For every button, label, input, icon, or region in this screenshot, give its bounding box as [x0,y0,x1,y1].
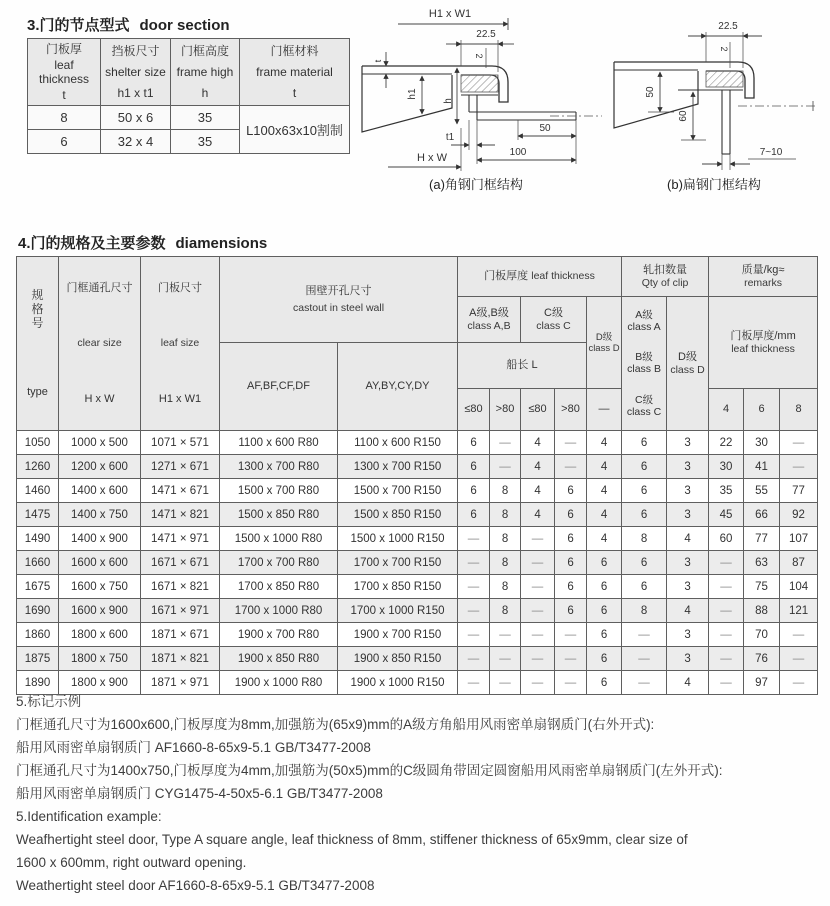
hdr-zh: 围壁开孔尺寸 [305,284,372,297]
hdr-en: castout in steel wall [292,301,385,314]
cell: — [458,647,490,671]
cell: 1700 x 700 R150 [338,551,458,575]
hdr-sym: H x W [84,392,115,405]
col-mass-thickness [709,297,818,389]
cell: 1460 [17,479,59,503]
hdr-en: leaf thickness [731,342,795,355]
cell: — [622,671,667,695]
col-thick-6: 6 [744,389,780,431]
dim-60-label: 60 [678,110,689,122]
note-line: 船用风雨密单扇钢质门 AF1660-8-65x9-5.1 GB/T3477-2008 [16,740,371,755]
cell: 104 [780,575,818,599]
cell: 1050 [17,431,59,455]
cell: 4 [587,431,622,455]
hdr-en: class D [670,363,705,376]
cell: 6 [622,575,667,599]
cell: — [521,599,555,623]
cell: 8 [490,479,521,503]
cell: 1800 x 900 [59,671,141,695]
door-section-header-row [28,39,350,106]
cell: 1700 x 700 R80 [220,551,338,575]
dim-hxw-label: H x W [417,152,447,164]
cell: 8 [490,599,521,623]
cell: 32 x 4 [101,130,171,154]
cell: 1871 × 971 [141,671,220,695]
cell: — [780,647,818,671]
cell: 1900 x 700 R80 [220,623,338,647]
cell: — [521,623,555,647]
cell: — [780,455,818,479]
clip-a: A级 class A [627,308,661,333]
cell: 8 [622,599,667,623]
cell: 8 [28,106,101,130]
cell: 6 [587,647,622,671]
col-type [17,257,59,431]
cell: 4 [521,431,555,455]
cell: 6 [622,479,667,503]
dim-h-label: h [443,98,454,104]
cell: 3 [667,479,709,503]
cell: 6 [587,599,622,623]
cell: 1700 x 850 R150 [338,575,458,599]
col-clip-qty-group [622,257,709,297]
hdr-sym: h1 x t1 [117,85,154,100]
cell: 6 [555,479,587,503]
cell: 6 [555,503,587,527]
cell: 1471 × 821 [141,503,220,527]
spec-row [17,647,818,671]
col-ship-length: 船长 L [458,343,587,389]
door-section-table [27,38,350,154]
cell: — [521,671,555,695]
cell: 6 [458,503,490,527]
hdr-zh: 门框材料 [270,44,319,59]
col-le80-c: ≤80 [521,389,555,431]
hdr-en: leaf thickness [531,270,595,282]
cell: — [780,671,818,695]
cell: 35 [171,106,240,130]
col-clear-size [59,257,141,431]
cell: 1500 x 700 R80 [220,479,338,503]
cell: 1671 × 971 [141,599,220,623]
col-thick-8: 8 [780,389,818,431]
cell: 4 [521,479,555,503]
cell: 1871 × 671 [141,623,220,647]
note-line: 1600 x 600mm, right outward opening. [16,855,247,870]
cell: — [555,431,587,455]
col-thick-4: 4 [709,389,744,431]
cell: — [709,671,744,695]
cell: — [490,647,521,671]
cell: 1500 x 1000 R150 [338,527,458,551]
cell: 1900 x 850 R80 [220,647,338,671]
hdr-en: class D [588,342,620,354]
cell: 1490 [17,527,59,551]
hdr-sym: h [201,85,209,100]
col-le80-ab: ≤80 [458,389,490,431]
hdr-sym: H1 x W1 [158,392,202,405]
cell: 1675 [17,575,59,599]
cell: 1671 × 821 [141,575,220,599]
cell: — [709,599,744,623]
cell: 35 [709,479,744,503]
cell: 1071 × 571 [141,431,220,455]
cell: 88 [744,599,780,623]
section4-title [18,232,267,253]
col-frame-high [171,39,240,106]
cell: 4 [667,671,709,695]
section3-title-en: door section [139,17,230,34]
cell: 3 [667,455,709,479]
diagram-b-caption: (b)扁钢门框结构 [667,177,761,192]
dim-t1-label: t1 [445,132,455,143]
cell: — [490,671,521,695]
dim-h1-label: h1 [407,88,418,100]
hdr-zh: D级 [595,331,613,343]
cell: 4 [521,455,555,479]
door-spec-table [16,256,818,695]
col-mass-group [709,257,818,297]
cell: — [780,431,818,455]
hdr-en: class A,B [467,319,511,332]
cell: 60 [709,527,744,551]
cell: 1271 × 671 [141,455,220,479]
dim-t-label: t [373,59,383,63]
spec-row [17,599,818,623]
cell: 121 [780,599,818,623]
hdr-zh: 质量/kg≈ [741,263,785,276]
spec-row [17,551,818,575]
hdr-sym: t [62,88,66,102]
cell: 50 x 6 [101,106,171,130]
cell: 1100 x 600 R80 [220,431,338,455]
cell: 6 [458,455,490,479]
cell: 6 [555,527,587,551]
cell: 1860 [17,623,59,647]
hdr-zh: 门框通孔尺寸 [66,282,133,295]
spec-row [17,503,818,527]
hdr-zh: A级,B级 [469,306,509,319]
spec-row [17,575,818,599]
cell: 1871 × 821 [141,647,220,671]
col-frame-material [240,39,350,106]
hdr-zh: 门板尺寸 [158,282,202,295]
note-line: 船用风雨密单扇钢质门 CYG1475-4-50x5-6.1 GB/T3477-2008 [16,786,383,801]
cell: 1890 [17,671,59,695]
angle-steel-frame-diagram [350,4,602,172]
cell: 1690 [17,599,59,623]
cell: 45 [709,503,744,527]
cell: — [521,647,555,671]
col-leaf-thickness-group [458,257,622,297]
col-class-d [587,297,622,389]
cell: — [490,623,521,647]
hdr-en: remarks [744,276,782,289]
cell: 1475 [17,503,59,527]
cell: 6 [622,551,667,575]
cell: 4 [587,503,622,527]
cell: — [622,623,667,647]
hdr-sym: t [292,85,297,100]
dim-225-label: 22.5 [718,21,738,32]
cell: 1600 x 900 [59,599,141,623]
cell: — [555,455,587,479]
frame-material-cell: L100x63x10割制 [240,106,350,154]
cell: 77 [744,527,780,551]
cell: 3 [667,503,709,527]
cell: 1600 x 750 [59,575,141,599]
col-class-c [521,297,587,343]
hdr-zh: C级 [544,306,563,319]
section3-title-zh: 3.门的节点型式 [27,17,130,34]
cell: 4 [667,527,709,551]
cell: 1900 x 1000 R80 [220,671,338,695]
cell: 1700 x 1000 R150 [338,599,458,623]
cell: — [521,551,555,575]
clip-c: C级 class C [626,394,662,419]
section4-title-zh: 4.门的规格及主要参数 [18,235,166,252]
col-leaf-size [141,257,220,431]
cell: 77 [780,479,818,503]
cell: 1300 x 700 R80 [220,455,338,479]
cell: 4 [521,503,555,527]
dim-710-label: 7~10 [759,147,783,158]
cell: — [521,575,555,599]
cell: — [709,623,744,647]
cell: — [458,527,490,551]
door-section-row [28,106,350,130]
cell: 6 [587,671,622,695]
note-line: 门框通孔尺寸为1600x600,门板厚度为8mm,加强筋为(65x9)mm的A级方角船用风雨密单扇钢质门(右外开式): [16,717,655,732]
cell: 22 [709,431,744,455]
cell: 8 [490,551,521,575]
cell: 1660 [17,551,59,575]
cell: 1600 x 600 [59,551,141,575]
cell: 1260 [17,455,59,479]
spec-row [17,623,818,647]
cell: 8 [490,503,521,527]
cell: 87 [780,551,818,575]
clip-b: B级 class B [627,351,661,376]
header-row-1 [17,257,818,297]
cell: — [458,599,490,623]
note-line: 5.标记示例 [16,694,82,709]
cell: 1100 x 600 R150 [338,431,458,455]
col-clip-d [667,297,709,431]
dim-h1w1-label: H1 x W1 [428,8,472,20]
cell: 55 [744,479,780,503]
col-gt80-c: >80 [555,389,587,431]
cell: — [709,575,744,599]
cell: 1900 x 1000 R150 [338,671,458,695]
cell: 6 [587,551,622,575]
col-clip-abc [622,297,667,431]
cell: — [709,647,744,671]
cell: 35 [171,130,240,154]
dim-2-label: 2 [474,53,484,59]
cell: 1400 x 600 [59,479,141,503]
cell: 1500 x 850 R80 [220,503,338,527]
col-castout-y: AY,BY,CY,DY [338,343,458,431]
cell: 1700 x 850 R80 [220,575,338,599]
cell: — [555,671,587,695]
cell: — [458,575,490,599]
cell: — [490,455,521,479]
hdr-zh: 轧扣数量 [643,263,688,276]
hdr-en: leaf size [160,337,200,350]
cell: — [521,527,555,551]
cell: 6 [458,431,490,455]
cell: 1400 x 900 [59,527,141,551]
cell: 70 [744,623,780,647]
cell: 6 [622,431,667,455]
hdr-zh: 规格号 [31,288,44,330]
col-shelter-size [101,39,171,106]
cell: 3 [667,647,709,671]
cell: 1671 × 671 [141,551,220,575]
note-line: 门框通孔尺寸为1400x750,门板厚度为4mm,加强筋为(50x5)mm的C级圆角带固定圆窗船用风雨密单扇钢质门(左外开式): [16,763,723,778]
hdr-en: frame material [256,64,333,79]
cell: 3 [667,575,709,599]
cell: 4 [587,479,622,503]
cell: 6 [555,575,587,599]
note-line: Weafhertight steel door, Type A square angle, leaf thickness of 8mm, stiffener thickness of 65x9mm, clear size of [16,832,688,847]
cell: 8 [490,527,521,551]
hdr-zh: 挡板尺寸 [111,44,160,59]
spec-table-body [17,431,818,695]
hdr-en: Qty of clip [641,276,689,289]
cell: 92 [780,503,818,527]
spec-row [17,527,818,551]
cell: 1471 × 671 [141,479,220,503]
cell: 8 [490,575,521,599]
cell: 63 [744,551,780,575]
hdr-zh: D级 [678,350,697,363]
spec-row [17,431,818,455]
cell: 1471 × 971 [141,527,220,551]
cell: 1500 x 1000 R80 [220,527,338,551]
hdr-zh: 门板厚 [45,42,82,56]
cell: 1200 x 600 [59,455,141,479]
cell: 6 [555,599,587,623]
cell: — [490,431,521,455]
cell: — [709,551,744,575]
cell: 1800 x 600 [59,623,141,647]
cell: 6 [587,623,622,647]
hdr-en: shelter size [105,64,166,79]
cell: 1400 x 750 [59,503,141,527]
col-castout [220,257,458,343]
hdr-en: type [27,386,48,398]
hdr-en: class C [536,319,571,332]
col-d-dash: — [587,389,622,431]
cell: 4 [667,599,709,623]
cell: — [622,647,667,671]
hdr-en: clear size [77,337,122,350]
cell: 1500 x 700 R150 [338,479,458,503]
cell: 3 [667,551,709,575]
cell: 6 [587,575,622,599]
cell: — [458,671,490,695]
cell: — [458,551,490,575]
col-class-ab [458,297,521,343]
cell: 30 [744,431,780,455]
hdr-en: leaf thickness [38,58,90,86]
spec-row [17,479,818,503]
cell: 6 [622,503,667,527]
col-leaf-thickness [28,39,101,106]
note-line: Weathertight steel door AF1660-8-65x9-5.1 GB/T3477-2008 [16,878,375,893]
cell: 3 [667,623,709,647]
cell: 30 [709,455,744,479]
cell: 6 [555,551,587,575]
cell: 1300 x 700 R150 [338,455,458,479]
cell: 1900 x 700 R150 [338,623,458,647]
dim-2-label: 2 [719,46,729,52]
cell: 1875 [17,647,59,671]
spec-row [17,455,818,479]
identification-notes [16,690,822,897]
cell: — [555,623,587,647]
hdr-zh: 门板厚度 [484,270,529,282]
diagram-a-caption: (a)角钢门框结构 [429,177,523,192]
cell: 3 [667,431,709,455]
hdr-zh: 门框高度 [180,44,229,59]
rubber-seal [706,71,743,87]
cell: 66 [744,503,780,527]
cell: 107 [780,527,818,551]
cell: 4 [587,455,622,479]
hdr-en: frame high [176,64,234,79]
cell: 4 [587,527,622,551]
dim-100-label: 100 [509,147,527,158]
rubber-seal [461,75,498,92]
cell: 75 [744,575,780,599]
section4-title-en: diamensions [175,235,268,252]
col-castout-f: AF,BF,CF,DF [220,343,338,431]
cell: 6 [28,130,101,154]
cell: 41 [744,455,780,479]
cell: 97 [744,671,780,695]
cell: 6 [458,479,490,503]
cell: 1700 x 1000 R80 [220,599,338,623]
dim-50-label: 50 [539,123,551,134]
cell: 1900 x 850 R150 [338,647,458,671]
col-gt80-ab: >80 [490,389,521,431]
dim-50-label: 50 [645,86,656,98]
section3-title [27,14,230,35]
flat-steel-frame-diagram [600,4,828,172]
cell: — [780,623,818,647]
cell: 76 [744,647,780,671]
note-line: 5.Identification example: [16,809,162,824]
cell: 1000 x 500 [59,431,141,455]
cell: — [458,623,490,647]
cell: 8 [622,527,667,551]
hdr-zh: 门板厚度/mm [730,329,796,342]
cell: 1500 x 850 R150 [338,503,458,527]
dim-225-label: 22.5 [476,29,496,40]
cell: 1800 x 750 [59,647,141,671]
cell: 6 [622,455,667,479]
cell: — [555,647,587,671]
